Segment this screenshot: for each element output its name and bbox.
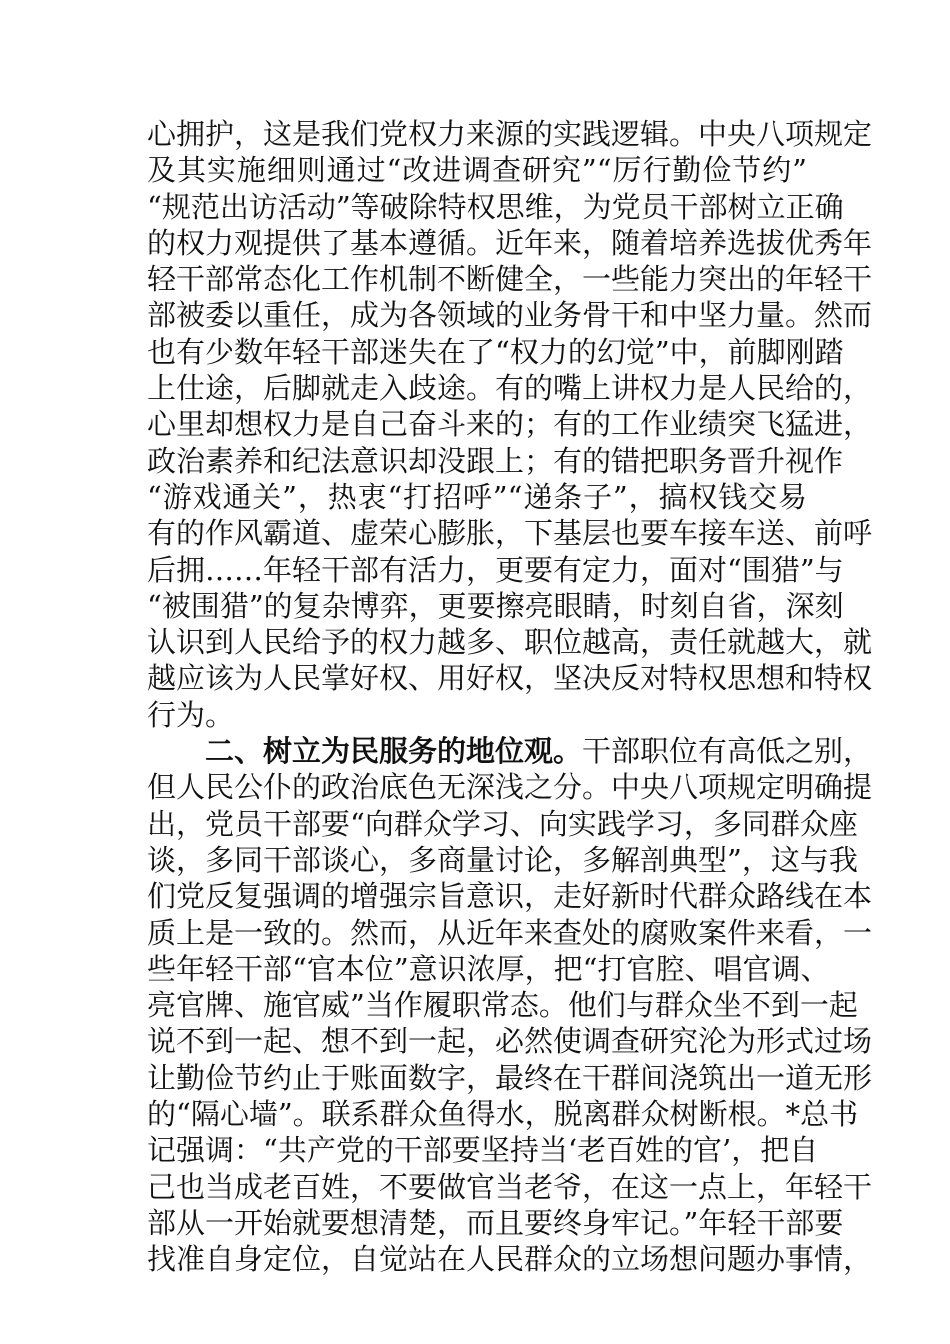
text-line: 轻干部常态化工作机制不断健全，一些能力突出的年轻干 xyxy=(147,262,873,297)
text-line: 些年轻干部“官本位”意识浓厚，把“打官腔、唱官调、 xyxy=(147,951,830,986)
text-line: 的权力观提供了基本遵循。近年来，随着培养选拔优秀年 xyxy=(147,225,873,260)
text-line: 亮官牌、施官威”当作履职常态。他们与群众坐不到一起 xyxy=(147,988,858,1023)
text-line: 后拥……年轻干部有活力，更要有定力，面对“围猎”与 xyxy=(147,552,844,587)
text-line: 谈，多同干部谈心，多商量讨论，多解剖典型”，这与我 xyxy=(147,842,858,877)
text-line: 心拥护，这是我们党权力来源的实践逻辑。中央八项规定 xyxy=(147,117,873,151)
text-line: 有的作风霸道、虚荣心膨胀，下基层也要车接车送、前呼 xyxy=(147,516,873,551)
text-line: 行为。 xyxy=(147,697,235,732)
text-line: 部从一开始就要想清楚，而且要终身牢记。”年轻干部要 xyxy=(147,1205,844,1240)
text-line: “规范出访活动”等破除特权思维，为党员干部树立正确 xyxy=(147,189,844,224)
text-line: 但人民公仆的政治底色无深浅之分。中央八项规定明确提 xyxy=(147,770,873,805)
text-line: 及其实施细则通过“改进调查研究”“厉行勤俭节约” xyxy=(147,153,807,188)
text-line: 上仕途，后脚就走入歧途。有的嘴上讲权力是人民给的， xyxy=(147,371,873,406)
text-line: 己也当成老百姓，不要做官当老爷，在这一点上，年轻干 xyxy=(147,1169,873,1204)
text-line: 政治素养和纪法意识却没跟上；有的错把职务晋升视作 xyxy=(147,443,844,478)
section-first-line xyxy=(147,733,873,769)
text-line: 质上是一致的。然而，从近年来查处的腐败案件来看，一 xyxy=(147,915,873,950)
text-line: 也有少数年轻干部迷失在了“权力的幻觉”中，前脚刚踏 xyxy=(147,334,844,369)
text-line: 找准自身定位，自觉站在人民群众的立场想问题办事情， xyxy=(147,1242,873,1277)
text-line: 部被委以重任，成为各领域的业务骨干和中坚力量。然而 xyxy=(147,298,873,333)
text-line: 让勤俭节约止于账面数字，最终在干群间浇筑出一道无形 xyxy=(147,1060,873,1095)
text-line: 越应该为人民掌好权、用好权，坚决反对特权思想和特权 xyxy=(147,661,873,696)
text-line: 认识到人民给予的权力越多、职位越高，责任就越大，就 xyxy=(147,625,873,660)
text-line: “游戏通关”，热衷“打招呼”“递条子”，搞权钱交易 xyxy=(147,479,807,514)
section-first-line-text: 干部职位有高低之别， xyxy=(582,734,873,769)
text-line: 们党反复强调的增强宗旨意识，走好新时代群众路线在本 xyxy=(147,879,873,914)
text-line: 的“隔心墙”。联系群众鱼得水，脱离群众树断根。*总书 xyxy=(147,1097,859,1132)
section-heading: 二、树立为民服务的地位观。 xyxy=(205,734,583,769)
text-line: 出，党员干部要“向群众学习、向实践学习，多同群众座 xyxy=(147,806,858,841)
body-text xyxy=(147,116,873,1278)
text-line: 说不到一起、想不到一起，必然使调查研究沦为形式过场 xyxy=(147,1024,873,1059)
text-line: 心里却想权力是自己奋斗来的；有的工作业绩突飞猛进， xyxy=(147,407,873,442)
text-line: “被围猎”的复杂博弈，更要擦亮眼睛，时刻自省，深刻 xyxy=(147,588,844,623)
text-line: 记强调：“共产党的干部要坚持当‘老百姓的官’，把自 xyxy=(147,1133,819,1168)
